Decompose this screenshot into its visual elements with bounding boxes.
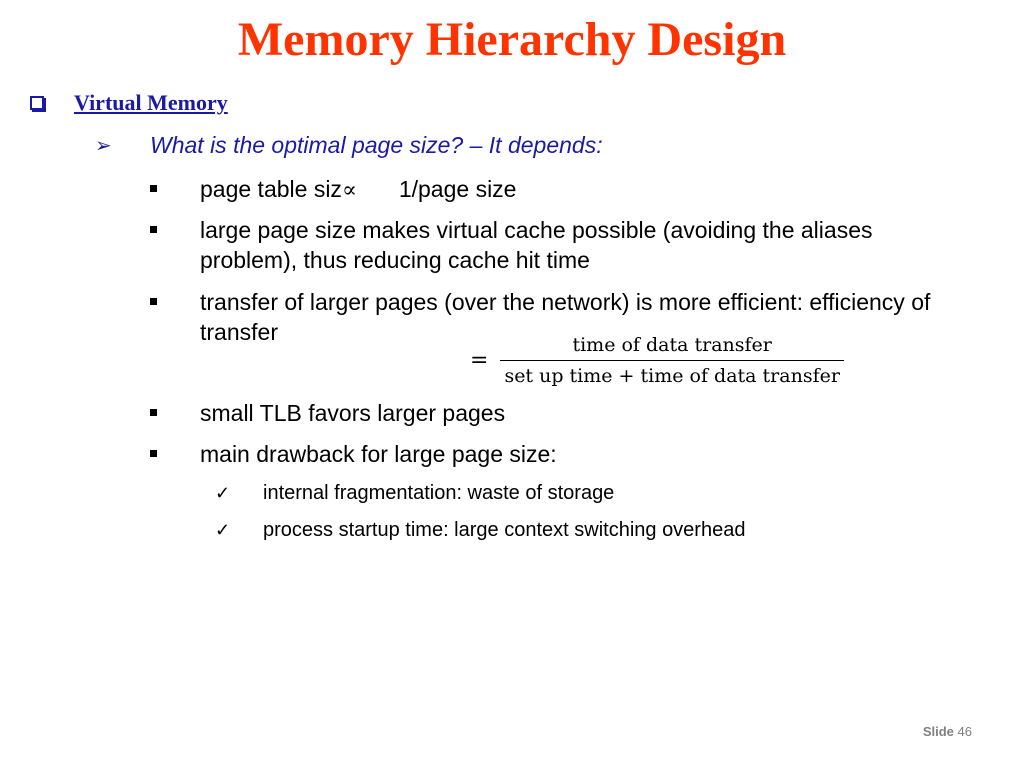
formula-numerator: time of data transfer [572, 334, 772, 356]
bullet-text: large page size makes virtual cache possible (avoiding the aliases problem), thus reducing cache hit time [200, 217, 873, 273]
small-square-bullet-icon [150, 226, 157, 233]
small-square-bullet-icon [150, 298, 157, 305]
section-heading: Virtual Memory [74, 90, 228, 115]
question-item [95, 132, 603, 159]
slide-title: Memory Hierarchy Design [237, 13, 787, 66]
square-bullet-icon [30, 96, 44, 110]
checkmark-icon: ✓ [215, 483, 231, 503]
formula-fraction [500, 334, 844, 387]
bullet-text: transfer of larger pages (over the network) is more efficient: efficiency of transfer [200, 289, 931, 345]
slide-number-value: 46 [957, 724, 972, 739]
bullet-item [150, 439, 970, 469]
sub-bullet-text: internal fragmentation: waste of storage [263, 482, 615, 504]
slide-label: Slide [922, 724, 954, 739]
bullet-text-pre: page table siz [200, 176, 342, 202]
formula-equals: = [470, 348, 489, 373]
small-square-bullet-icon [150, 409, 157, 416]
arrowhead-bullet-icon: ➢ [95, 135, 112, 157]
efficiency-formula [470, 334, 844, 387]
bullet-text [200, 174, 970, 206]
question-text: What is the optimal page size? – It depends: [150, 132, 603, 158]
small-square-bullet-icon [150, 185, 157, 192]
slide-number [923, 724, 972, 739]
section-item [30, 90, 228, 116]
small-square-bullet-icon [150, 450, 157, 457]
bullet-text: main drawback for large page size: [200, 441, 557, 467]
checkmark-icon: ✓ [215, 520, 231, 540]
bullet-item [150, 174, 970, 206]
sub-bullet-item [215, 480, 614, 506]
sub-bullet-text: process startup time: large context switching overhead [263, 519, 746, 541]
proportional-symbol: ∝ [341, 178, 357, 203]
bullet-item [150, 215, 950, 275]
formula-denominator: set up time + time of data transfer [500, 360, 844, 387]
bullet-text-post: 1/page size [398, 176, 517, 202]
bullet-item [150, 398, 970, 428]
sub-bullet-item [215, 517, 745, 543]
bullet-text: small TLB favors larger pages [200, 400, 506, 426]
